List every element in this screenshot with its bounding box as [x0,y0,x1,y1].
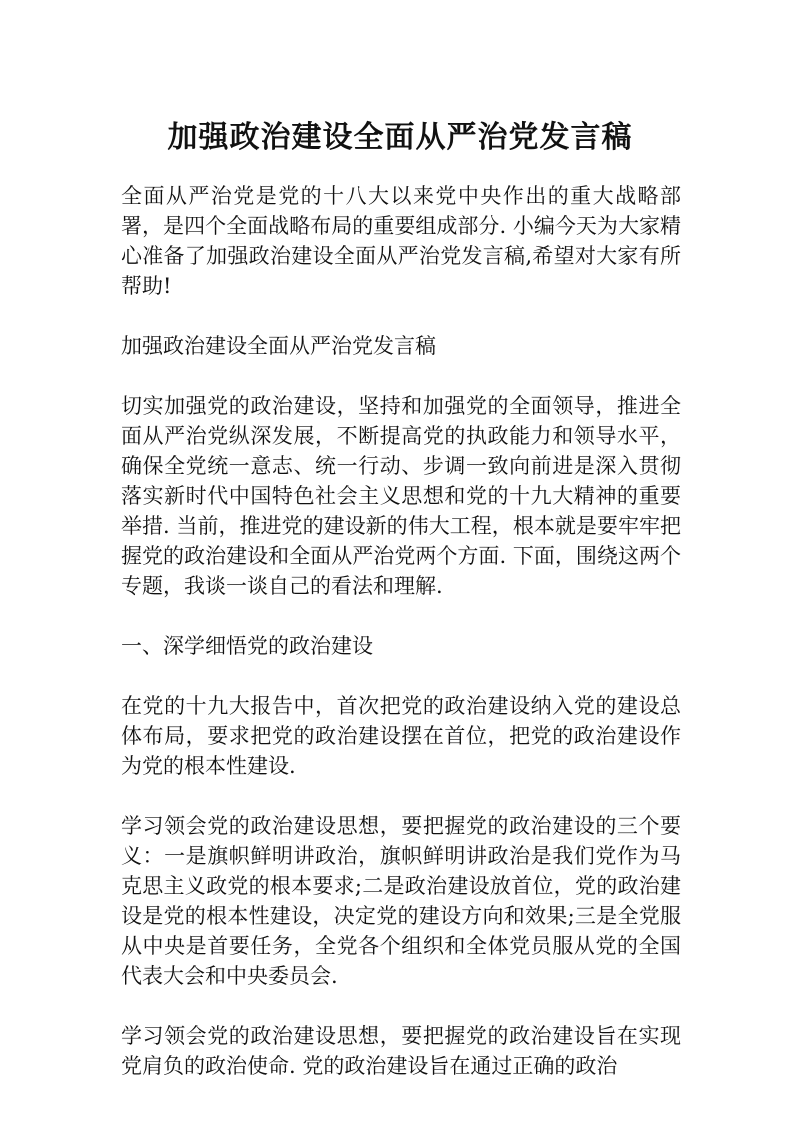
document-title: 加强政治建设全面从严治党发言稿 [167,120,633,155]
body-paragraph: 学习领会党的政治建设思想，要把握党的政治建设的三个要义：一是旗帜鲜明讲政治，旗帜鲜明讲政治是我们党作为马克思主义政党的根本要求;二是政治建设放首位，党的政治建设是党的根本性建设，决定党的建设方向和效果;三是全党服从中央是首要任务，全党各个组织和全体党员服从党的全国代表大会和中央委员会. [121,814,681,988]
body-paragraph: 在党的十九大报告中，首次把党的政治建设纳入党的建设总体布局，要求把党的政治建设摆在首位，把党的政治建设作为党的根本性建设. [121,694,681,778]
body-paragraph: 学习领会党的政治建设思想，要把握党的政治建设旨在实现党肩负的政治使命. 党的政治建设旨在通过正确的政治 [121,1024,681,1078]
opening-paragraph: 切实加强党的政治建设，坚持和加强党的全面领导，推进全面从严治党纵深发展，不断提高党的执政能力和领导水平，确保全党统一意志、统一行动、步调一致向前进是深入贯彻落实新时代中国特色社会主义思想和党的十九大精神的重要举措. 当前，推进党的建设新的伟大工程，根本就是要牢牢把握党的政治建设和全面从严治党两个方面. 下面，围绕这两个专题，我谈一谈自己的看法和理解. [121,394,681,598]
speech-heading: 加强政治建设全面从严治党发言稿 [121,334,436,358]
section-heading-one: 一、深学细悟党的政治建设 [121,634,373,658]
intro-paragraph: 全面从严治党是党的十八大以来党中央作出的重大战略部署，是四个全面战略布局的重要组成部分. 小编今天为大家精心准备了加强政治建设全面从严治党发言稿,希望对大家有所帮助! [121,184,681,298]
document-body [121,181,681,1111]
